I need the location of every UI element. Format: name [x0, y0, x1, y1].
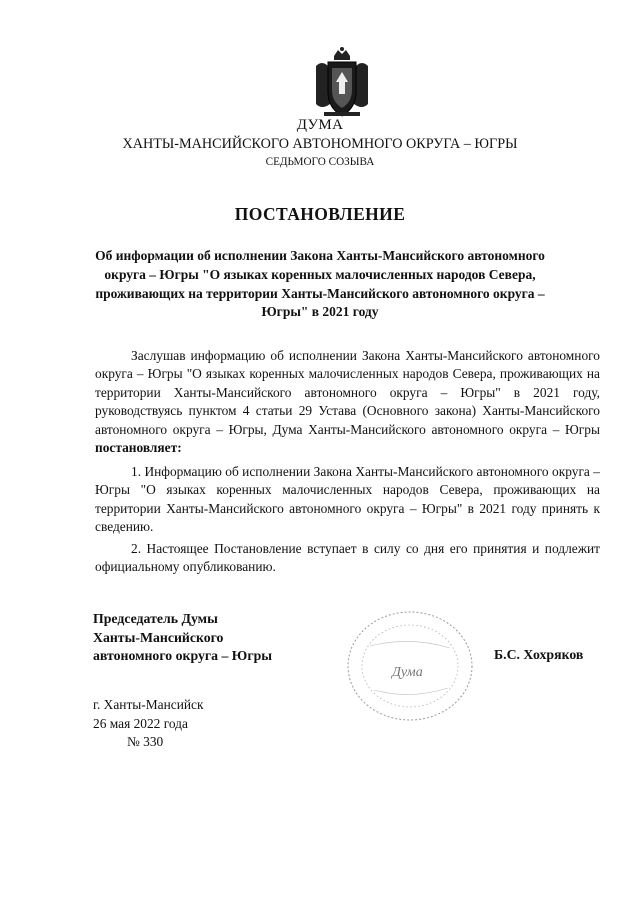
signatory-title-line-2: Ханты-Мансийского — [93, 629, 224, 645]
adoption-date: 26 мая 2022 года — [93, 715, 188, 731]
document-number: № 330 — [127, 734, 164, 750]
region-name: ХАНТЫ-МАНСИЙСКОГО АВТОНОМНОГО ОКРУГА – ЮГРЫ — [122, 136, 518, 152]
stamp-text: Дума — [392, 665, 423, 680]
convocation: СЕДЬМОГО СОЗЫВА — [265, 156, 375, 168]
signatory-title-line-3: автономного округа – Югры — [93, 648, 273, 664]
signatory-title-line-1: Председатель Думы — [93, 611, 218, 626]
document-subject: Об информации об исполнении Закона Ханты-Мансийского автономного округа – Югры "О языках коренных малочисленных народов Севера, проживающих на территории Ханты-Мансийского автономного округа – Югры" в 2021 году — [95, 248, 545, 320]
resolves-word: постановляет: — [95, 440, 182, 456]
resolution-item-2: 2. Настоящее Постановление вступает в силу со дня его принятия и подлежит официальному опубликованию. — [95, 541, 600, 575]
signatory-title — [93, 610, 272, 666]
coat-of-arms-icon — [312, 46, 372, 120]
document-type: ПОСТАНОВЛЕНИЕ — [234, 204, 406, 224]
signatory-name: Б.С. Хохряков — [494, 647, 584, 662]
document-footer — [93, 696, 204, 752]
official-stamp — [340, 606, 480, 726]
preamble-paragraph — [95, 347, 600, 457]
organization-name: ДУМА — [296, 117, 344, 133]
preamble-text: Заслушав информацию об исполнении Закона Ханты-Мансийского автономного округа – Югры "О языках коренных малочисленных народов Севера, проживающих на территории Ханты-Мансийского автономного округа – Югры" в 2021 году, руководствуясь пунктом 4 статьи 29 Устава (Основного закона) Ханты-Мансийского автономного округа – Югры, Дума Ханты-Мансийского автономного округа – Югры — [95, 348, 600, 437]
place-of-adoption: г. Ханты-Мансийск — [93, 697, 204, 712]
resolution-item-1: 1. Информацию об исполнении Закона Ханты-Мансийского автономного округа – Югры "О языках коренных малочисленных народов Севера, проживающих на территории Ханты-Мансийского автономного округа – Югры" в 2021 году принять к сведению. — [95, 464, 600, 535]
